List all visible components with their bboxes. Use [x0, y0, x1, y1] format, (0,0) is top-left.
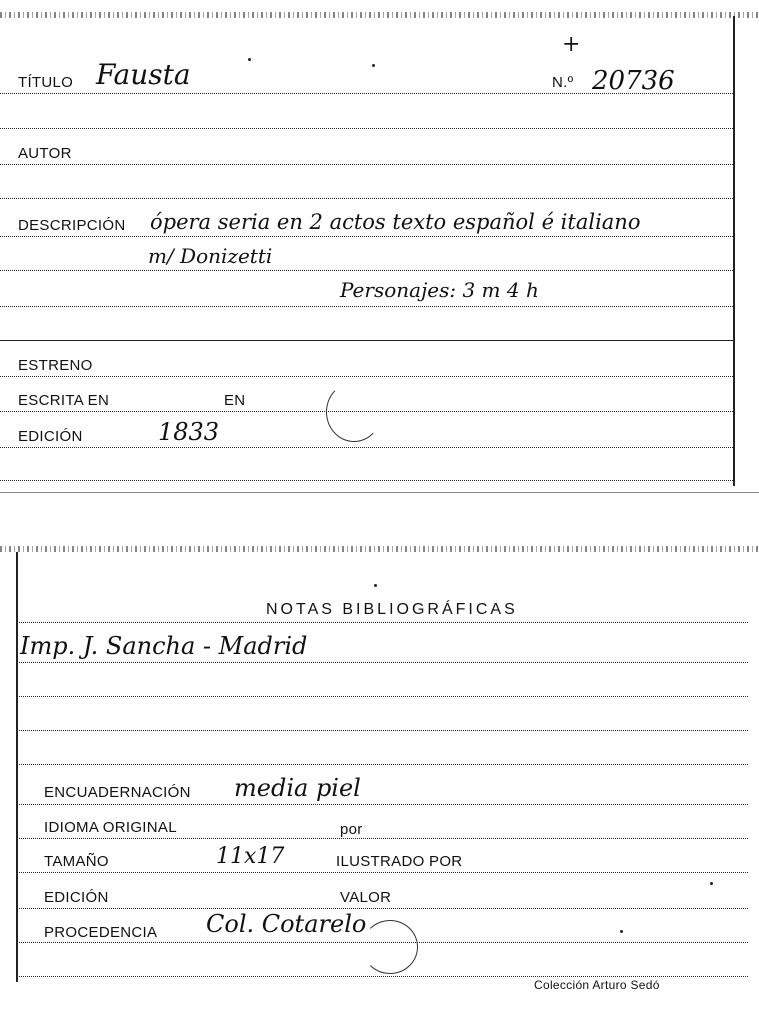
idioma-line — [16, 838, 748, 839]
notas-heading: NOTAS BIBLIOGRÁFICAS — [266, 601, 518, 618]
valor-label: VALOR — [340, 889, 392, 906]
section-divider — [0, 340, 733, 341]
rule-line — [16, 976, 748, 977]
autor-line — [0, 164, 733, 165]
tamano-label: TAMAÑO — [44, 853, 109, 870]
encuadernacion-label: ENCUADERNACIÓN — [44, 784, 191, 801]
por-label: por — [340, 821, 363, 838]
card-top-edge — [0, 546, 759, 552]
tamano-value: 11x17 — [216, 844, 285, 869]
speck — [710, 882, 713, 885]
procedencia-value: Col. Cotarelo — [206, 910, 367, 938]
catalog-card-bottom — [0, 540, 759, 1028]
rule-line — [0, 480, 733, 481]
autor-label: AUTOR — [18, 145, 72, 162]
edicion-label: EDICIÓN — [44, 889, 109, 906]
stamp-circle — [362, 920, 418, 974]
numero-label: N.º — [552, 74, 574, 91]
rule-line — [0, 270, 733, 271]
descripcion-line-1: ópera seria en 2 actos texto español é italiano — [150, 210, 641, 234]
encuadernacion-line — [16, 804, 748, 805]
rule-line — [0, 198, 733, 199]
rule-line — [16, 730, 748, 731]
idioma-label: IDIOMA ORIGINAL — [44, 819, 177, 836]
rule-line — [0, 306, 733, 307]
titulo-value: Fausta — [96, 58, 191, 91]
titulo-line — [0, 93, 733, 94]
rule-line — [0, 128, 733, 129]
procedencia-label: PROCEDENCIA — [44, 924, 158, 941]
card-right-border — [733, 16, 735, 486]
edicion-line — [0, 447, 733, 448]
encuadernacion-value: media piel — [234, 774, 361, 802]
collection-footer: Colección Arturo Sedó — [534, 978, 660, 992]
rule-line — [16, 622, 748, 623]
en-label: EN — [224, 392, 246, 409]
rule-line — [16, 764, 748, 765]
descripcion-line — [0, 236, 733, 237]
card-bottom-edge — [0, 492, 759, 493]
tamano-line — [16, 872, 748, 873]
edicion-value: 1833 — [158, 418, 220, 446]
edicion-label: EDICIÓN — [18, 428, 83, 445]
estreno-line — [0, 376, 733, 377]
card-left-border — [16, 552, 18, 982]
ilustrado-label: ILUSTRADO POR — [336, 853, 463, 870]
catalog-card-top — [0, 0, 759, 495]
descripcion-line-3: Personajes: 3 m 4 h — [340, 278, 539, 302]
estreno-label: ESTRENO — [18, 357, 93, 374]
cross-mark: + — [562, 32, 581, 57]
descripcion-label: DESCRIPCIÓN — [18, 217, 126, 234]
stamp-circle — [326, 382, 382, 442]
rule-line — [16, 696, 748, 697]
speck — [620, 930, 623, 933]
descripcion-line-2: m/ Donizetti — [148, 244, 273, 268]
speck — [248, 58, 251, 61]
titulo-label: TÍTULO — [18, 74, 74, 91]
edicion-line — [16, 908, 748, 909]
numero-value: 20736 — [592, 66, 675, 96]
rule-line — [16, 662, 748, 663]
speck — [372, 64, 375, 67]
card-top-edge — [0, 12, 759, 18]
escrita-label: ESCRITA EN — [18, 392, 110, 409]
speck — [374, 584, 377, 587]
notas-line-1: Imp. J. Sancha - Madrid — [20, 632, 308, 660]
